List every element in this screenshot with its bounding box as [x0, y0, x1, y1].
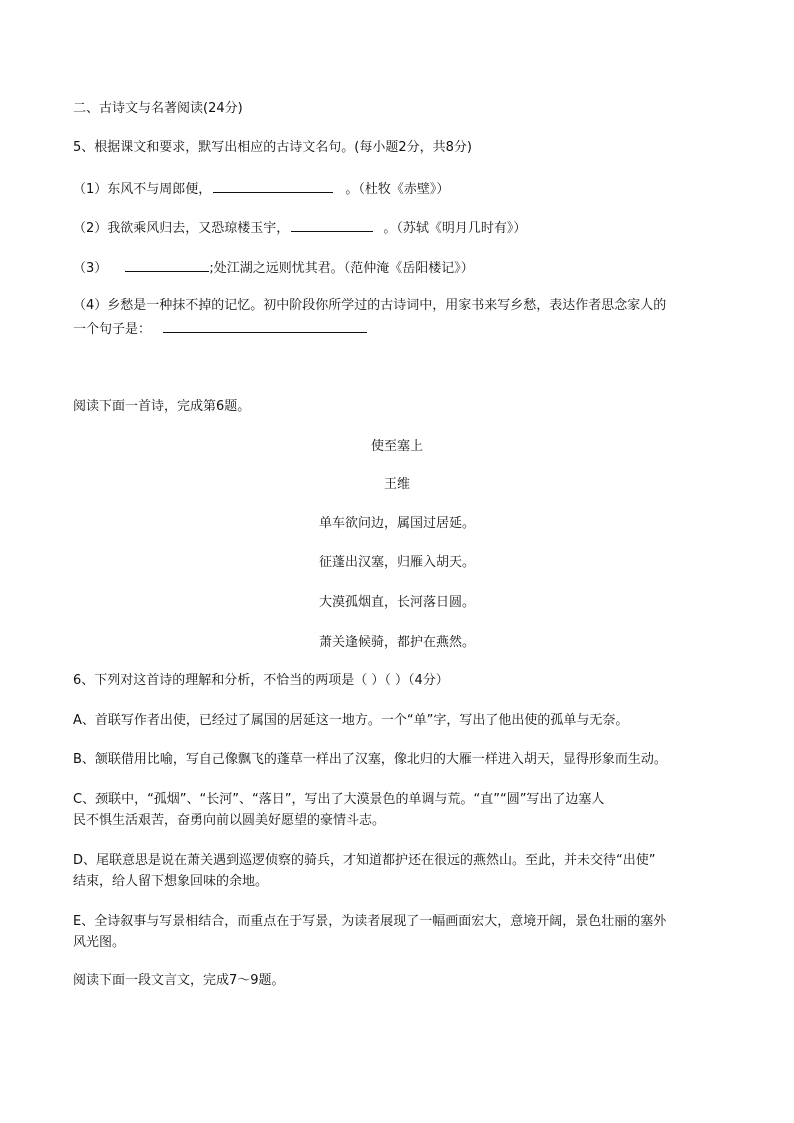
item-label: （4） — [73, 298, 108, 313]
poem-title: 使至塞上 — [370, 439, 423, 454]
poem-intro: 阅读下面一首诗，完成第6题。 — [73, 399, 251, 414]
q6-stem: 6、下列对这首诗的理解和分析，不恰当的两项是（ ）（ ）（4分） — [73, 673, 449, 688]
q6-option-c-cont: 民不惧生活艰苦，奋勇向前以圆美好愿望的豪情斗志。 — [73, 813, 386, 828]
poem-author: 王维 — [383, 477, 410, 492]
item-label: （3） — [73, 261, 112, 276]
q5-item-4 — [73, 297, 666, 314]
q6-option-e: E、全诗叙事与写景相结合，而重点在于写景，为读者展现了一幅画面宏大，意境开阔，景色壮丽的塞外 — [73, 914, 667, 929]
q5-item-4-line2 — [73, 319, 367, 338]
section-title: 二、古诗文与名著阅读(24分) — [73, 101, 243, 116]
item-text: 我欲乘风归去，又恐琼楼玉宇， — [107, 221, 290, 236]
answer-blank[interactable] — [163, 319, 367, 333]
item-label: （1） — [73, 182, 108, 197]
item-text: 一个句子是： — [73, 322, 152, 337]
q6-option-a: A、首联写作者出使，已经过了属国的居延这一地方。一个“单”字，写出了他出使的孤单与无奈。 — [73, 713, 629, 728]
answer-blank[interactable] — [125, 258, 209, 272]
next-intro: 阅读下面一段文言文，完成7～9题。 — [73, 973, 285, 988]
item-text: 东风不与周郎便， — [107, 182, 212, 197]
q5-stem: 5、根据课文和要求，默写出相应的古诗文名句。(每小题2分，共8分) — [73, 140, 472, 155]
item-source: 。（杜牧《赤壁》） — [341, 182, 450, 197]
q6-option-d-cont: 结束，给人留下想象回味的余地。 — [73, 874, 269, 889]
item-label: （2） — [73, 221, 108, 236]
q5-item-1 — [73, 179, 449, 198]
item-text: 乡愁是一种抹不掉的记忆。初中阶段你所学过的古诗词中，用家书来写乡愁，表达作者思念家人的 — [107, 298, 667, 313]
item-source: ;处江湖之远则忧其君。（范仲淹《岳阳楼记》） — [209, 261, 474, 276]
poem-line: 单车欲问边，属国过居延。 — [318, 516, 475, 531]
poem-line: 萧关逢候骑，都护在燕然。 — [318, 635, 475, 650]
q6-option-c: C、颈联中，“孤烟”、“长河”、“落日”，写出了大漠景色的单调与荒。“直”“圆”写出了边塞人 — [73, 792, 605, 807]
q6-option-e-cont: 风光图。 — [73, 935, 126, 950]
q6-option-b: B、颔联借用比喻，写自己像飘飞的蓬草一样出了汉塞，像北归的大雁一样进入胡天，显得形象而生动。 — [73, 752, 667, 767]
q6-option-d: D、尾联意思是说在萧关遇到巡逻侦察的骑兵，才知道都护还在很远的燕然山。至此，并未交待“出使” — [73, 853, 656, 868]
answer-blank[interactable] — [213, 179, 333, 193]
answer-blank[interactable] — [291, 218, 373, 232]
q5-item-3 — [73, 258, 474, 277]
poem-line: 大漠孤烟直，长河落日圆。 — [318, 595, 475, 610]
item-source: 。（苏轼《明月几时有》） — [379, 221, 527, 236]
poem-line: 征蓬出汉塞，归雁入胡天。 — [318, 555, 475, 570]
q5-item-2 — [73, 218, 526, 237]
